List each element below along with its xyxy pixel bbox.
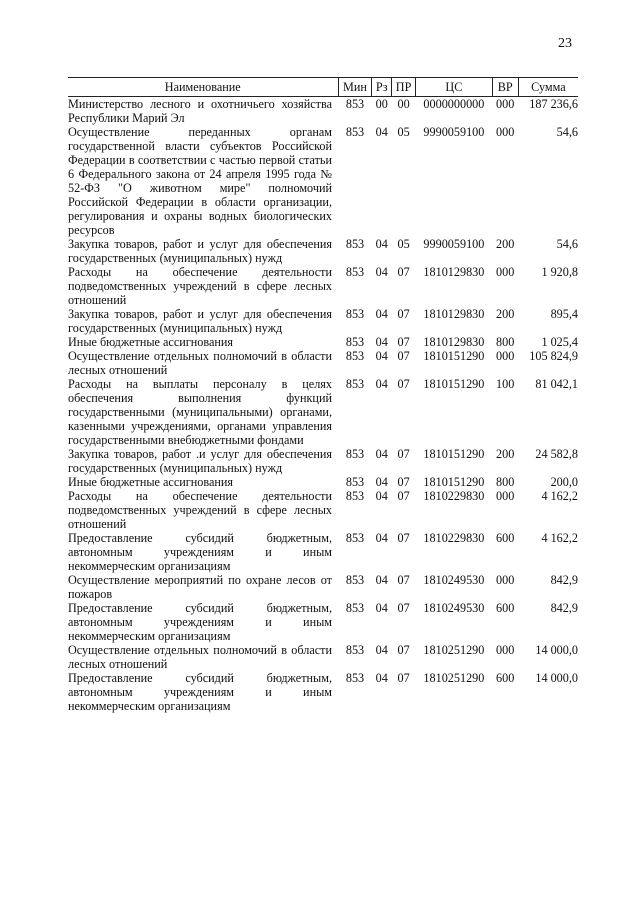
row-rz: 04: [375, 349, 388, 363]
row-vr: 000: [496, 349, 515, 363]
row-min: 853: [345, 671, 365, 685]
row-pr: 07: [397, 475, 410, 489]
row-pr: 07: [397, 643, 410, 657]
row-rz: 04: [375, 531, 388, 545]
table-row: [68, 601, 578, 643]
row-sum: 24 582,8: [535, 447, 578, 461]
row-rz: 04: [375, 489, 388, 503]
row-sum: 200,0: [550, 475, 578, 489]
row-vr: 000: [496, 573, 515, 587]
row-sum: 14 000,0: [535, 671, 578, 685]
table-row: [68, 643, 578, 671]
row-name: Предоставление субсидий бюджетным, автономным учреждениям и иным некоммерческим организациям: [68, 531, 332, 573]
row-name: Расходы на обеспечение деятельности подведомственных учреждений в сфере лесных отношений: [68, 489, 332, 531]
table-row: [68, 489, 578, 531]
row-pr: 07: [397, 349, 410, 363]
row-name: Закупка товаров, работ .и услуг для обеспечения государственных (муниципальных) нужд: [68, 447, 332, 475]
row-name: Предоставление субсидий бюджетным, автономным учреждениям и иным некоммерческим организациям: [68, 671, 332, 713]
row-name: Предоставление субсидий бюджетным, автономным учреждениям и иным некоммерческим организациям: [68, 601, 332, 643]
row-vr: 000: [496, 643, 515, 657]
row-cs: 9990059100: [423, 237, 485, 251]
row-pr: 07: [397, 447, 410, 461]
row-cs: 1810229830: [423, 489, 485, 503]
row-name: Расходы на обеспечение деятельности подведомственных учреждений в сфере лесных отношений: [68, 265, 332, 307]
row-vr: 200: [496, 237, 515, 251]
row-sum: 4 162,2: [541, 489, 578, 503]
row-sum: 1 025,4: [541, 335, 578, 349]
row-cs: 1810151290: [423, 377, 485, 391]
table-row: [68, 377, 578, 447]
row-min: 853: [345, 643, 365, 657]
row-pr: 07: [397, 671, 410, 685]
table-row: [68, 671, 578, 713]
table-row: [68, 125, 578, 237]
row-pr: 07: [397, 573, 410, 587]
row-min: 853: [345, 573, 365, 587]
row-min: 853: [345, 349, 365, 363]
row-sum: 14 000,0: [535, 643, 578, 657]
row-sum: 81 042,1: [535, 377, 578, 391]
row-rz: 04: [375, 671, 388, 685]
header-rz: Рз: [372, 78, 392, 97]
row-rz: 04: [375, 307, 388, 321]
row-pr: 07: [397, 307, 410, 321]
row-sum: 895,4: [550, 307, 578, 321]
row-name: Иные бюджетные ассигнования: [68, 475, 234, 489]
row-name: Осуществление переданных органам государственной власти субъектов Российской Федерации в соответствии с частью первой статьи 6 Федерального закона от 24 апреля 1995 года № 52-ФЗ "О животном мире" полномочий Российской Федерации в области организации, регулирования и охраны водных биологических ресурсов: [68, 125, 332, 237]
row-vr: 800: [496, 475, 515, 489]
row-vr: 000: [496, 125, 515, 139]
row-pr: 07: [397, 335, 410, 349]
row-cs: 1810249530: [423, 573, 485, 587]
table-row: [68, 349, 578, 377]
row-name: Закупка товаров, работ и услуг для обеспечения государственных (муниципальных) нужд: [68, 237, 332, 265]
row-sum: 4 162,2: [541, 531, 578, 545]
header-min: Мин: [338, 78, 372, 97]
row-pr: 07: [397, 489, 410, 503]
row-cs: 1810151290: [423, 349, 485, 363]
table-row: [68, 475, 578, 489]
row-sum: 54,6: [556, 237, 578, 251]
row-min: 853: [345, 335, 365, 349]
row-cs: 1810229830: [423, 531, 485, 545]
row-min: 853: [345, 377, 365, 391]
row-name: Осуществление отдельных полномочий в области лесных отношений: [68, 643, 332, 671]
row-name: Министерство лесного и охотничьего хозяйства Республики Марий Эл: [68, 97, 332, 125]
row-rz: 04: [375, 573, 388, 587]
row-cs: 1810151290: [423, 447, 485, 461]
row-min: 853: [345, 489, 365, 503]
row-cs: 1810251290: [423, 671, 485, 685]
header-cs: ЦС: [416, 78, 492, 97]
row-min: 853: [345, 237, 365, 251]
row-vr: 600: [496, 671, 515, 685]
row-cs: 9990059100: [423, 125, 485, 139]
row-min: 853: [345, 475, 365, 489]
row-min: 853: [345, 125, 365, 139]
row-vr: 800: [496, 335, 515, 349]
row-name: Осуществление мероприятий по охране лесов от пожаров: [68, 573, 332, 601]
row-sum: 187 236,6: [529, 97, 578, 111]
table-header: [68, 78, 578, 97]
table-row: [68, 307, 578, 335]
row-vr: 200: [496, 307, 515, 321]
table-row: [68, 447, 578, 475]
row-cs: 1810129830: [423, 265, 485, 279]
row-vr: 600: [496, 531, 515, 545]
row-cs: 1810129830: [423, 335, 485, 349]
row-name: Иные бюджетные ассигнования: [68, 335, 234, 349]
row-pr: 07: [397, 601, 410, 615]
table-row: [68, 531, 578, 573]
row-rz: 04: [375, 475, 388, 489]
table-row: [68, 335, 578, 349]
header-name: Наименование: [68, 78, 338, 97]
row-rz: 04: [375, 447, 388, 461]
row-min: 853: [345, 531, 365, 545]
row-sum: 105 824,9: [529, 349, 578, 363]
row-pr: 07: [397, 531, 410, 545]
row-min: 853: [345, 97, 365, 111]
header-sum: Сумма: [518, 78, 578, 97]
row-vr: 000: [496, 489, 515, 503]
row-sum: 842,9: [550, 573, 578, 587]
budget-table: [68, 77, 578, 713]
row-pr: 07: [397, 377, 410, 391]
row-pr: 05: [397, 125, 410, 139]
row-rz: 04: [375, 335, 388, 349]
row-min: 853: [345, 307, 365, 321]
row-name: Расходы на выплаты персоналу в целях обеспечения выполнения функций государственными (муниципальными) органами, казенными учреждениями, органами управления государственными внебюджетными фондами: [68, 377, 332, 447]
row-cs: 1810129830: [423, 307, 485, 321]
header-pr: ПР: [391, 78, 415, 97]
row-cs: 1810249530: [423, 601, 485, 615]
header-row: [68, 78, 578, 97]
row-vr: 100: [496, 377, 515, 391]
row-vr: 000: [496, 97, 515, 111]
row-rz: 04: [375, 125, 388, 139]
row-rz: 04: [375, 237, 388, 251]
table-body: [68, 97, 578, 714]
row-rz: 04: [375, 377, 388, 391]
row-name: Закупка товаров, работ и услуг для обеспечения государственных (муниципальных) нужд: [68, 307, 332, 335]
row-pr: 07: [397, 265, 410, 279]
row-vr: 200: [496, 447, 515, 461]
row-vr: 000: [496, 265, 515, 279]
row-rz: 00: [375, 97, 388, 111]
row-min: 853: [345, 265, 365, 279]
row-sum: 842,9: [550, 601, 578, 615]
row-rz: 04: [375, 601, 388, 615]
row-cs: 0000000000: [423, 97, 485, 111]
row-rz: 04: [375, 643, 388, 657]
row-cs: 1810251290: [423, 643, 485, 657]
row-vr: 600: [496, 601, 515, 615]
table-row: [68, 265, 578, 307]
row-rz: 04: [375, 265, 388, 279]
row-min: 853: [345, 447, 365, 461]
table-row: [68, 573, 578, 601]
table-row: [68, 237, 578, 265]
row-pr: 00: [397, 97, 410, 111]
row-name: Осуществление отдельных полномочий в области лесных отношений: [68, 349, 332, 377]
page-number: 23: [558, 36, 572, 51]
row-sum: 1 920,8: [541, 265, 578, 279]
row-cs: 1810151290: [423, 475, 485, 489]
row-min: 853: [345, 601, 365, 615]
table-row: [68, 97, 578, 126]
row-sum: 54,6: [556, 125, 578, 139]
header-vr: ВР: [492, 78, 518, 97]
row-pr: 05: [397, 237, 410, 251]
